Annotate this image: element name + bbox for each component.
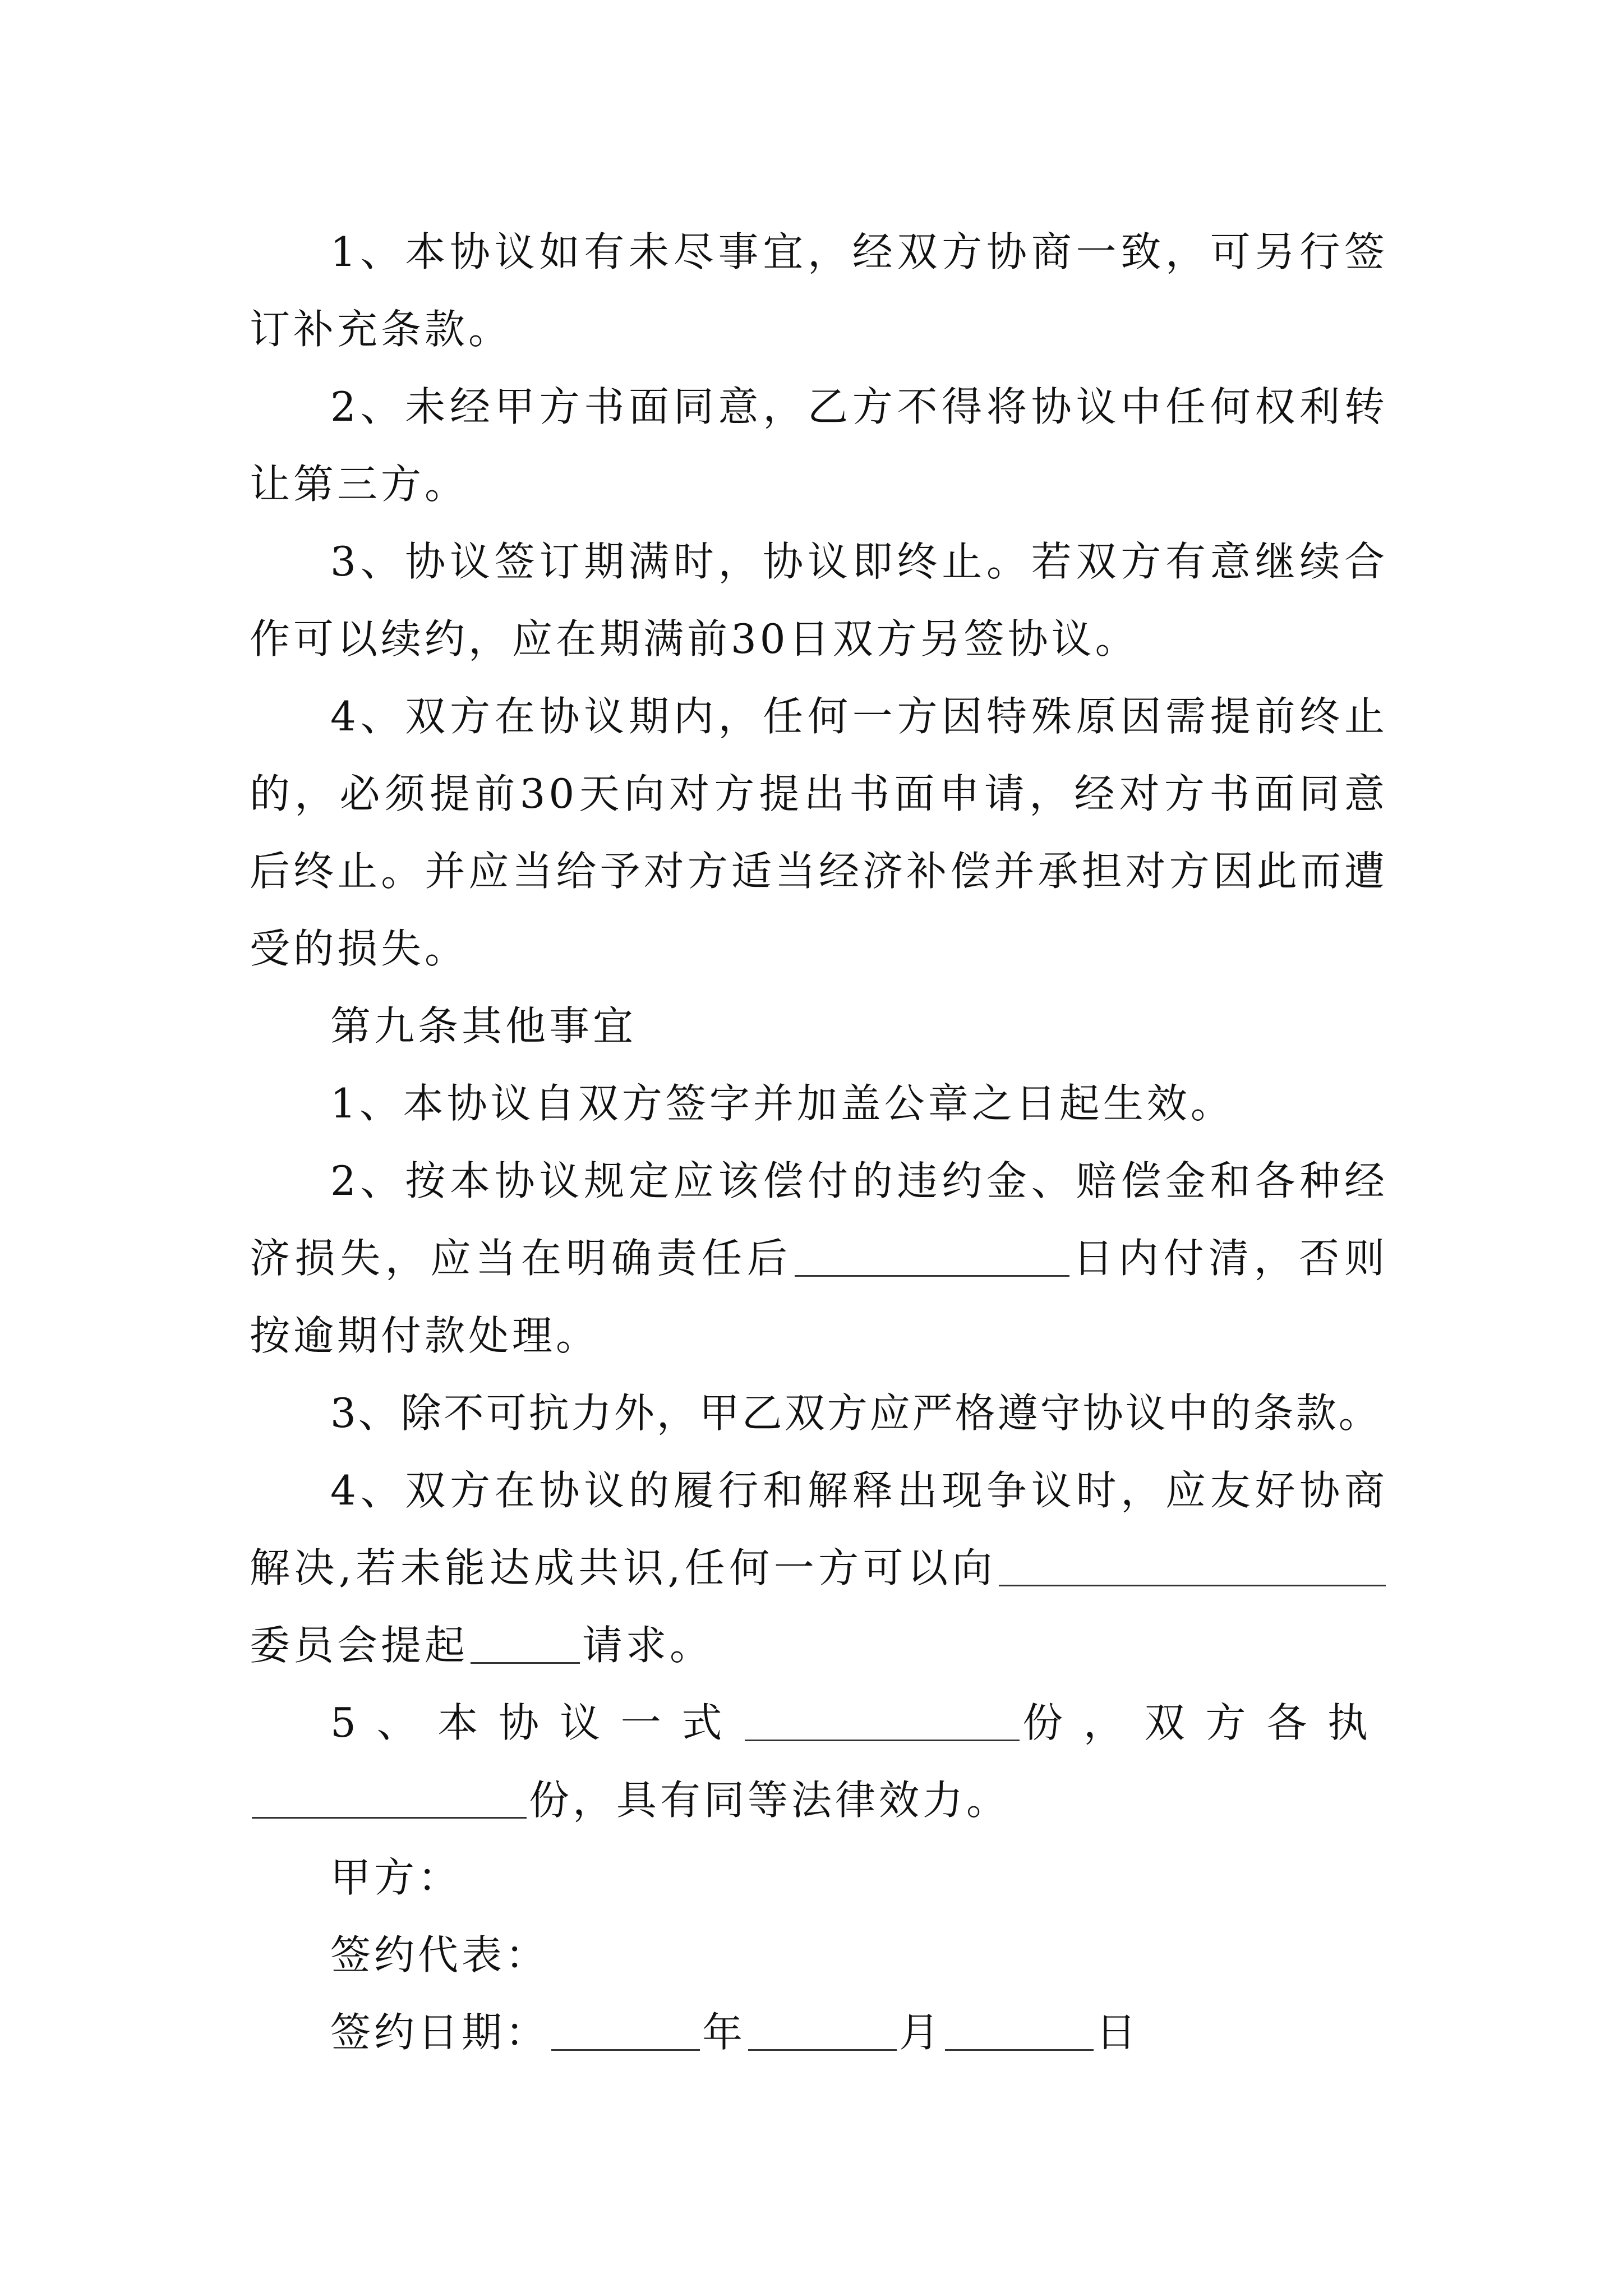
- copies-total-blank[interactable]: [745, 1698, 1020, 1741]
- year-blank[interactable]: [551, 2008, 700, 2051]
- month-blank[interactable]: [748, 2008, 897, 2051]
- clause-text: 4、双方在协议的履行和解释出现争议时，应友好协商解决,若未能达成共识,任何一方可以向: [250, 1467, 1388, 1591]
- article-9-clause-3: 3、除不可抗力外，甲乙双方应严格遵守协议中的条款。: [330, 1389, 1381, 1437]
- arbitration-body-blank[interactable]: [999, 1543, 1386, 1586]
- clause-text: 日内付清，否则按逾期付款处理。: [250, 1235, 1388, 1359]
- clause-2: 2、未经甲方书面同意，乙方不得将协议中任何权利转让第三方。: [250, 383, 1388, 508]
- clause-text: 请求。: [582, 1622, 714, 1669]
- days-blank[interactable]: [795, 1234, 1069, 1277]
- copies-each-blank[interactable]: [252, 1775, 527, 1819]
- party-a-label: 甲方：: [330, 1854, 462, 1901]
- article-9-heading: 第九条其他事宜: [330, 1002, 637, 1050]
- document-body: [250, 213, 1388, 2071]
- clause-text: 份，具有同等法律效力。: [529, 1777, 1011, 1824]
- article-9-clause-5: [250, 1684, 1388, 1839]
- article-9-clause-2: [250, 1142, 1388, 1374]
- day-label: 日: [1096, 2009, 1140, 2056]
- clause-1: 1、本协议如有未尽事宜，经双方协商一致，可另行签订补充条款。: [250, 228, 1388, 353]
- signing-date-label: 签约日期：: [330, 2009, 550, 2056]
- year-label: 年: [702, 2009, 746, 2056]
- article-9-clause-1: 1、本协议自双方签字并加盖公章之日起生效。: [330, 1080, 1234, 1127]
- article-9-clause-4: [250, 1452, 1388, 1684]
- day-blank[interactable]: [945, 2008, 1094, 2051]
- request-type-blank[interactable]: [471, 1621, 580, 1664]
- signing-date-line: [250, 1994, 1388, 2071]
- clause-4: 4、双方在协议期内，任何一方因特殊原因需提前终止的，必须提前30天向对方提出书面申请，经对方书面同意后终止。并应当给予对方适当经济补偿并承担对方因此而遭受的损失。: [250, 693, 1388, 972]
- clause-text: 5、本协议一式: [330, 1699, 743, 1746]
- clause-text: 委员会提起: [250, 1622, 469, 1669]
- clause-text: 2、按本协议规定应该偿付的违约金、赔偿金和各种经济损失，应当在明确责任后: [250, 1157, 1388, 1282]
- signing-representative-label: 签约代表：: [330, 1931, 550, 1978]
- month-label: 月: [899, 2009, 943, 2056]
- clause-text: 份，双方各执: [1022, 1699, 1388, 1746]
- clause-3: 3、协议签订期满时，协议即终止。若双方有意继续合作可以续约，应在期满前30日双方另签协议。: [250, 538, 1388, 662]
